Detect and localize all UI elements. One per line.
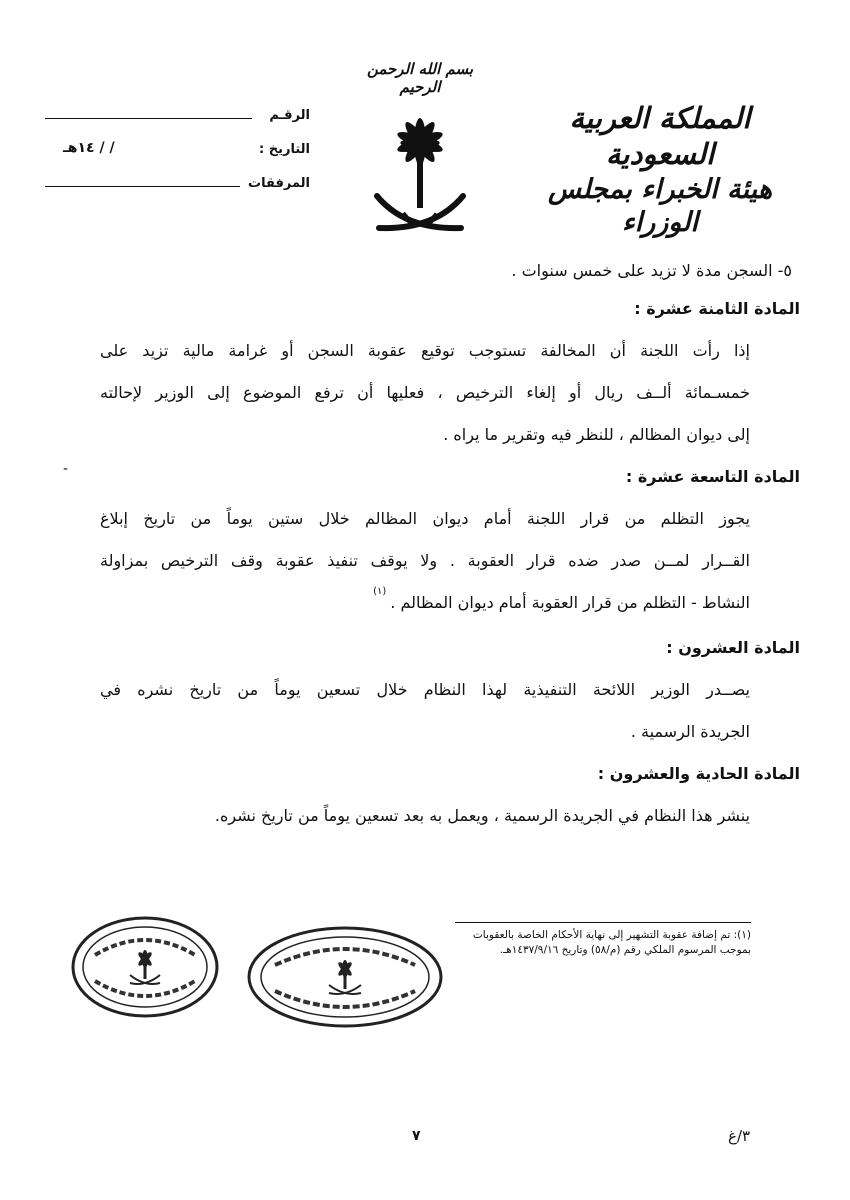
footnote-divider <box>455 922 751 923</box>
margin-mark: - <box>63 461 69 477</box>
article-19-line-1: يجوز التظلم من قرار اللجنة أمام ديوان المظالم خلال ستين يوماً من تاريخ إبلاغ <box>100 509 750 528</box>
organization-name <box>520 100 800 240</box>
org-name-line1: المملكة العربية السعودية <box>569 101 751 172</box>
footnote-line-2: بموجب المرسوم الملكي رقم (م/٥٨) وتاريخ ١٤٣٧/٩/١٦هـ. <box>499 944 751 956</box>
page-number: ٧ <box>412 1128 421 1144</box>
footnote <box>455 928 751 958</box>
reference-number-row <box>45 108 310 142</box>
stamp-seal-icon <box>245 925 445 1030</box>
basmala: بسم الله الرحمن الرحيم <box>366 60 474 96</box>
item-5: ٥- السجن مدة لا تزيد على خمس سنوات . <box>511 261 792 280</box>
article-18-line-3: إلى ديوان المظالم ، للنظر فيه وتقرير ما يراه . <box>443 425 750 444</box>
article-18-line-2: خمسـمائة ألــف ريال أو إلغاء الترخيص ، فعليها أن ترفع الموضوع إلى الوزير لإحالته <box>100 383 750 402</box>
article-21-line-1: ينشر هذا النظام في الجريدة الرسمية ، ويعمل به بعد تسعين يوماً من تاريخ نشره. <box>214 806 750 825</box>
article-20-line-2: الجريدة الرسمية . <box>630 722 750 741</box>
reference-number-label: الرقـم <box>269 108 310 123</box>
article-21-heading: المادة الحادية والعشرون : <box>597 764 800 783</box>
emblem <box>365 60 475 225</box>
sheet-reference: ٣/غ <box>728 1127 751 1145</box>
footnote-marker: (١) <box>373 586 387 597</box>
date-label: التاريخ : <box>259 142 310 157</box>
date-row <box>45 142 310 176</box>
attachments-label: المرفقات <box>248 176 310 191</box>
article-20-heading: المادة العشرون : <box>666 638 800 657</box>
stamp-seal-icon <box>70 915 220 1020</box>
attachments-row <box>45 176 310 210</box>
article-20-line-1: يصــدر الوزير اللائحة التنفيذية لهذا النظام خلال تسعين يوماً من تاريخ نشره في <box>100 680 750 699</box>
footnote-line-1: (١): تم إضافة عقوبة التشهير إلى نهاية الأحكام الخاصة بالعقوبات <box>472 929 751 941</box>
general-secretariat-stamp <box>70 915 220 1020</box>
reference-block <box>45 108 310 210</box>
reference-number-line <box>45 118 252 119</box>
experts-commission-stamp <box>245 925 445 1030</box>
article-19-line-3 <box>100 586 750 617</box>
attachments-line <box>45 186 240 187</box>
date-value: / / ١٤هـ <box>63 140 115 156</box>
article-19-line-3-text: النشاط - التظلم من قرار العقوبة أمام ديوان المظالم . <box>390 593 750 612</box>
org-name-line2: هيئة الخبراء بمجلس الوزراء <box>547 173 773 239</box>
palm-and-swords-emblem-icon <box>365 100 475 240</box>
document-body <box>100 260 800 827</box>
article-19-line-2: القــرار لمــن صدر ضده قرار العقوبة . ولا يوقف تنفيذ عقوبة وقف الترخيص بمزاولة <box>100 551 750 570</box>
article-18-line-1: إذا رأت اللجنة أن المخالفة تستوجب توقيع عقوبة السجن أو غرامة مالية تزيد على <box>100 341 750 360</box>
article-18-heading: المادة الثامنة عشرة : <box>634 299 800 318</box>
article-19-heading: المادة التاسعة عشرة : <box>625 467 800 486</box>
